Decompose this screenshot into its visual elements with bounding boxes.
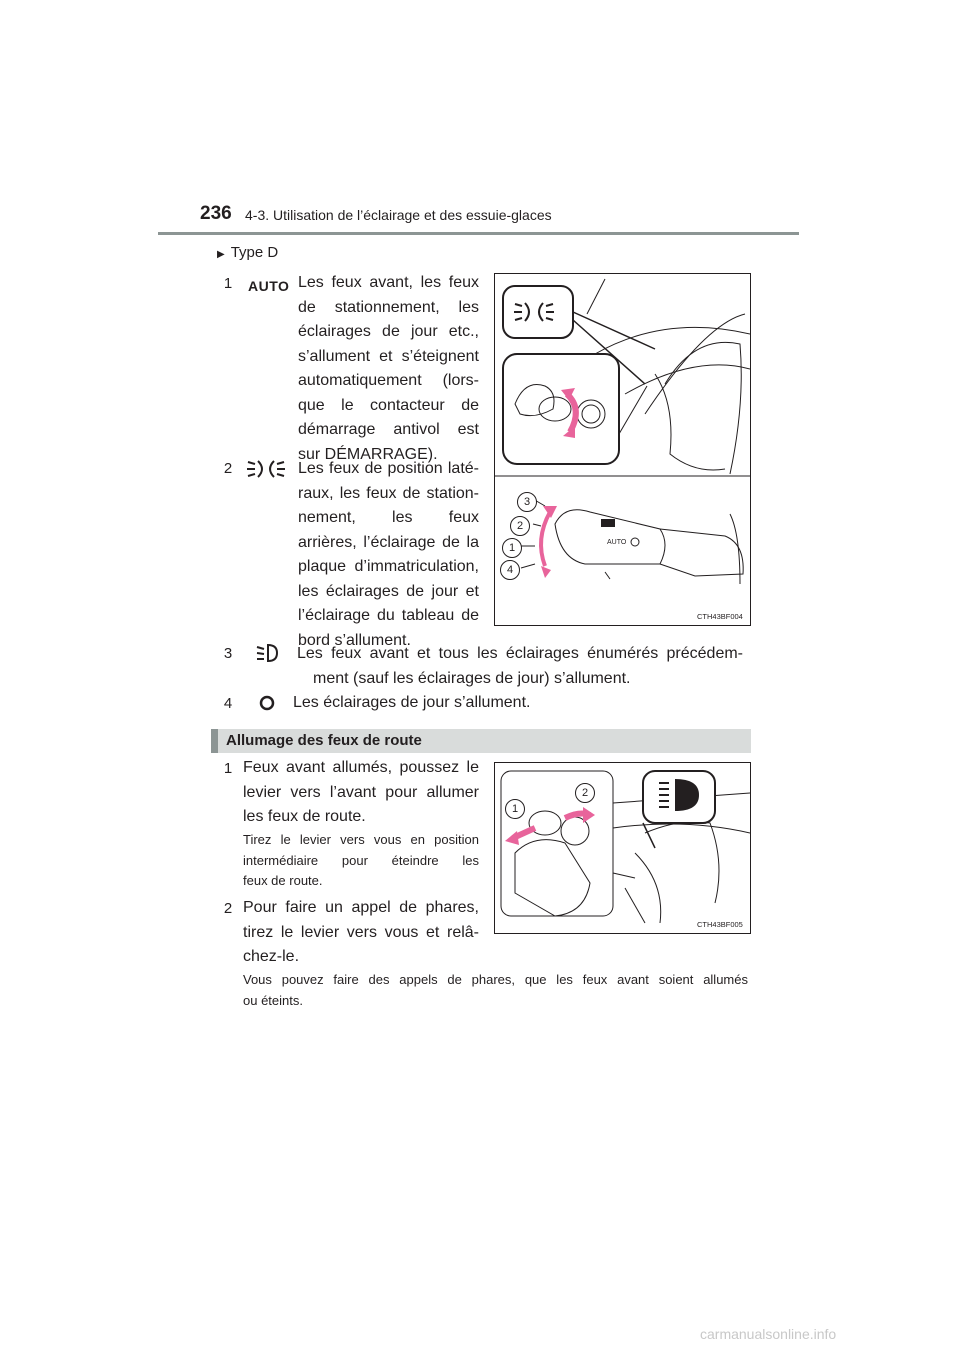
item-number: 2 <box>223 460 233 477</box>
triangle-bullet-icon: ▶ <box>217 249 225 260</box>
header-rule <box>158 232 799 235</box>
svg-text:AUTO: AUTO <box>607 539 627 546</box>
callout-1: 1 <box>505 799 525 819</box>
item-text: Les feux avant, les feux de stationnement, les éclairages de jour etc., s’allument et s’éteignent automatiquement (lors- que le contacteur de démarrage antivol est sur DÉMARRAGE). <box>298 274 479 463</box>
callout-1: 1 <box>502 538 522 558</box>
chapter-title: 4-3. Utilisation de l’éclairage et des essuie-glaces <box>245 207 552 223</box>
item-number: 1 <box>223 760 233 777</box>
callout-2: 2 <box>510 516 530 536</box>
callout-3: 3 <box>517 492 537 512</box>
page-number: 236 <box>200 203 232 224</box>
item-number: 4 <box>223 695 233 712</box>
item-text: Les feux avant et tous les éclairages énumérés précédem- ment (sauf les éclairages de jour) s’allument. <box>297 645 743 687</box>
item-number: 2 <box>223 900 233 917</box>
callout-4: 4 <box>500 560 520 580</box>
drl-icon <box>258 694 276 712</box>
item-number: 1 <box>223 275 233 292</box>
item-text: Pour faire un appel de phares, tirez le levier vers vous et relâ- chez-le. <box>243 899 479 965</box>
item-text: Les éclairages de jour s’allument. <box>293 694 531 711</box>
item-number: 3 <box>223 645 233 662</box>
figure-light-switch <box>494 273 751 626</box>
headlight-icon <box>256 643 278 663</box>
item-text: Les feux de position laté- raux, les feux de station- nement, les feux arrières, l’éclairage de la plaque d’immatriculation, les éclairages de jour et l’éclairage du tableau de bord s’allument. <box>298 460 479 649</box>
item-text: Feux avant allumés, poussez le levier vers l’avant pour allumer les feux de route. <box>243 759 479 825</box>
watermark: carmanualsonline.info <box>700 1326 837 1342</box>
position-lamp-icon <box>246 458 286 480</box>
figure-code: CTH43BF005 <box>697 920 743 929</box>
light-switch-illustration <box>495 274 750 625</box>
high-beam-illustration <box>495 763 750 933</box>
item-note: Tirez le levier vers vous en position intermédiaire pour éteindre les feux de route. <box>243 832 479 888</box>
figure-high-beam <box>494 762 751 934</box>
section-title: Allumage des feux de route <box>226 732 422 749</box>
auto-icon: AUTO <box>248 278 290 294</box>
callout-2: 2 <box>575 783 595 803</box>
type-label: ▶ Type D <box>217 244 279 261</box>
figure-code: CTH43BF004 <box>697 612 743 621</box>
item-note: Vous pouvez faire des appels de phares, que les feux avant soient allumés ou éteints. <box>243 972 748 1008</box>
